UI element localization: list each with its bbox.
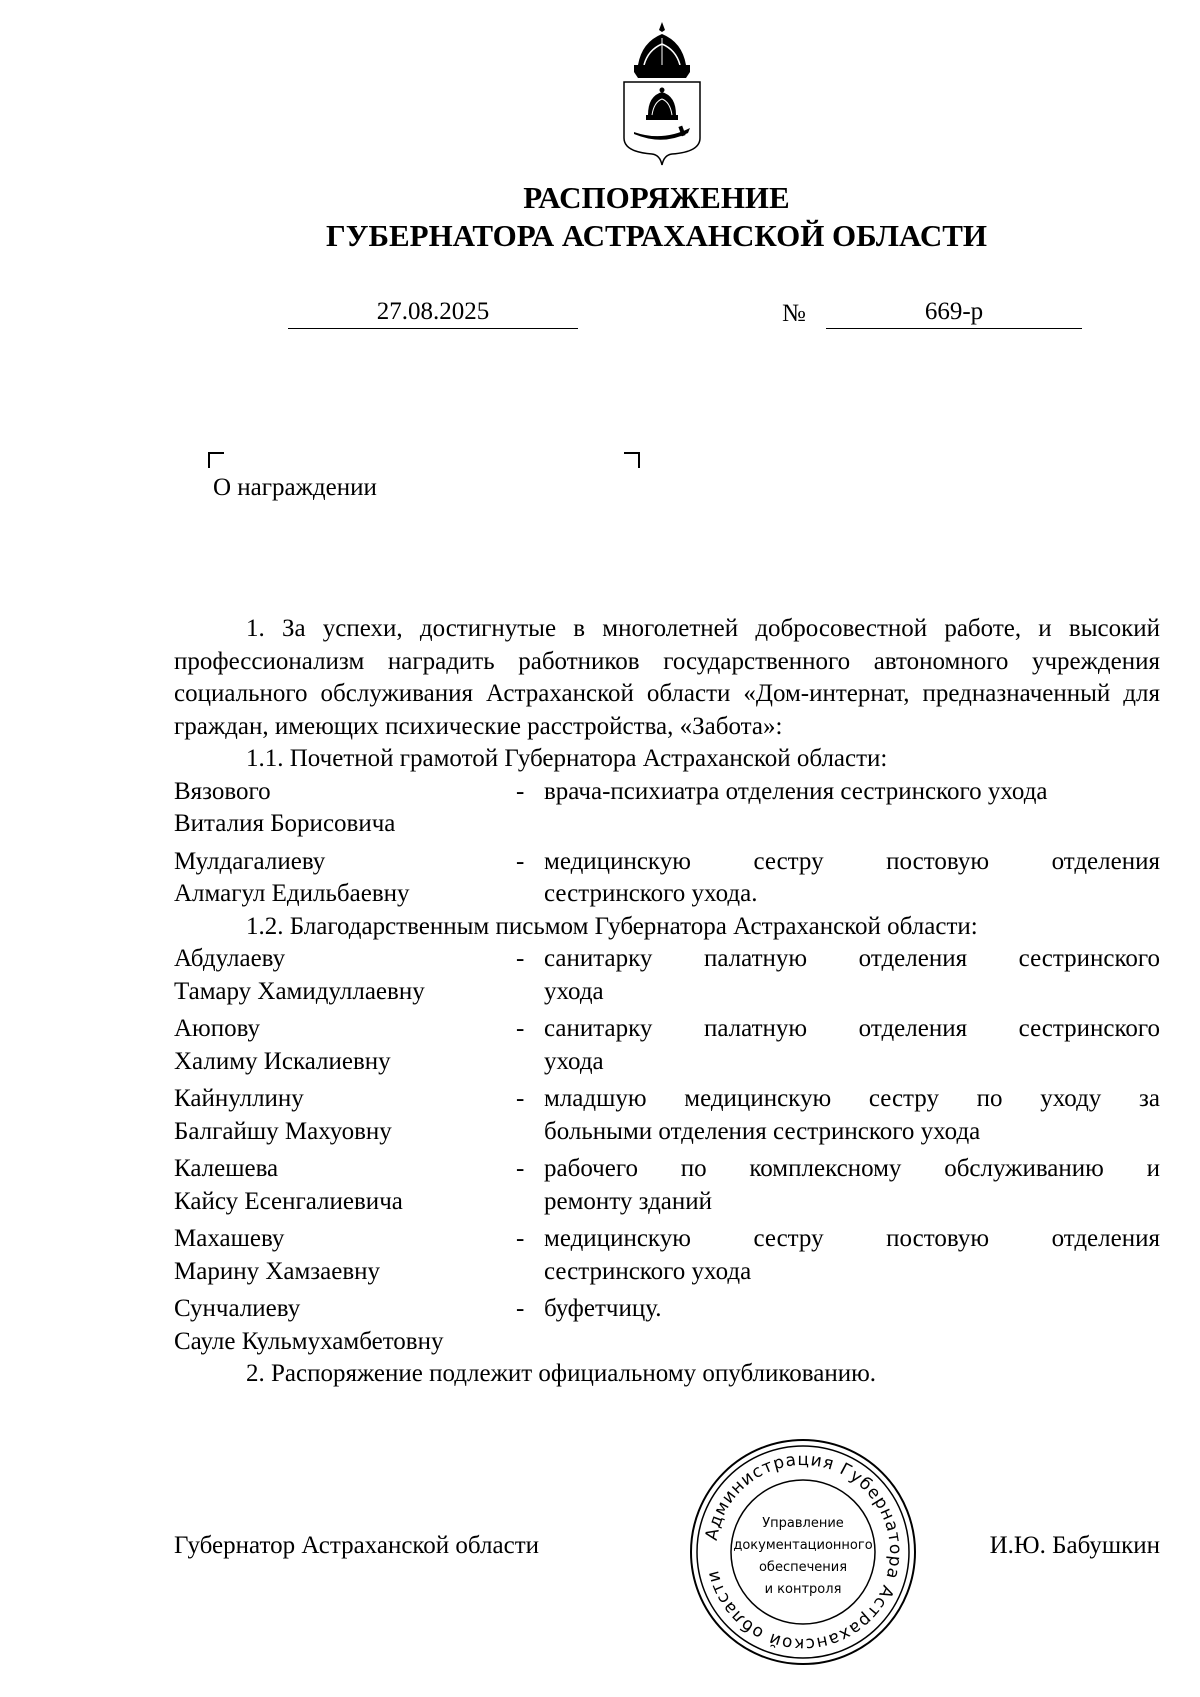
document-number: 669-р (826, 298, 1082, 329)
entry-given-names: Балгайшу Махуовну (174, 1117, 392, 1145)
document-subject: О награждении (213, 474, 377, 501)
section-1-2-heading: 1.2. Благодарственным письмом Губернатора Астраханской области: (246, 912, 978, 940)
entry-dash: - (516, 1295, 525, 1322)
entry-position-cont: ухода (544, 977, 604, 1005)
official-seal (688, 1437, 918, 1667)
document-issuer: ГУБЕРНАТОРА АСТРАХАНСКОЙ ОБЛАСТИ (325, 218, 988, 253)
entry-surname: Аюпову (174, 1015, 261, 1042)
document-body (174, 613, 1160, 1391)
entry-position-cont: ремонту зданий (544, 1187, 713, 1215)
section-1-1-heading: 1.1. Почетной грамотой Губернатора Астраханской области: (246, 745, 888, 772)
entry-surname: Мулдагалиеву (174, 847, 326, 875)
entry-position: рабочего по комплексному обслуживанию и (544, 1155, 1160, 1182)
seal-line-3: обеспечения (758, 1560, 848, 1575)
entry-position: санитарку палатную отделения сестринского (544, 945, 1160, 972)
signatory-position: Губернатор Астраханской области (174, 1532, 540, 1559)
seal-line-4: и контроля (764, 1582, 842, 1597)
entry-given-names: Сауле Кульмухамбетовну (174, 1327, 444, 1355)
entry-given-names: Марину Хамзаевну (174, 1257, 381, 1285)
seal-line-1: Управление (762, 1516, 844, 1531)
entry-given-names: Кайсу Есенгалиевича (174, 1187, 403, 1215)
entry-dash: - (516, 945, 525, 972)
award-entry (174, 1013, 1160, 1078)
number-sign: № (782, 300, 806, 327)
award-entry (174, 943, 1160, 1008)
entry-dash: - (516, 1015, 525, 1042)
entry-position: санитарку палатную отделения сестринского (544, 1015, 1160, 1042)
award-entry (174, 776, 1160, 841)
document-title: РАСПОРЯЖЕНИЕ (523, 180, 790, 215)
paragraph-2: 2. Распоряжение подлежит официальному опубликованию. (246, 1360, 877, 1387)
entry-position: младшую медицинскую сестру по уходу за (544, 1085, 1160, 1112)
entry-surname: Абдулаеву (174, 945, 286, 972)
entry-given-names: Халиму Искалиевну (174, 1047, 391, 1075)
entry-position: медицинскую сестру постовую отделения (544, 847, 1160, 875)
entry-dash: - (516, 847, 525, 875)
entry-given-names: Алмагул Едильбаевну (174, 880, 410, 907)
entry-position-cont: ухода (544, 1047, 604, 1075)
entry-position-cont: больными отделения сестринского ухода (544, 1117, 981, 1145)
entry-position-cont: сестринского ухода (544, 1257, 752, 1285)
entry-surname: Кайнуллину (174, 1085, 304, 1112)
entry-position: врача-психиатра отделения сестринского ухода (544, 777, 1048, 805)
coat-of-arms-emblem (618, 20, 706, 170)
signatory-name: И.Ю. Бабушкин (989, 1532, 1160, 1559)
paragraph-1: 1. За успехи, достигнутые в многолетней добросовестной работе, и высокий профессионализм наградить работников государственного автономного учреждения социального обслуживания Астраханской области «Дом-интернат, предназначенный для граждан, имеющих психические расстройства, «Забота»: (174, 615, 1160, 740)
award-entry (174, 1293, 1160, 1358)
entry-dash: - (516, 1225, 525, 1252)
award-entry (174, 1223, 1160, 1288)
entry-surname: Сунчалиеву (174, 1295, 301, 1322)
entry-dash: - (516, 777, 525, 805)
subject-bracket-left (208, 452, 224, 468)
entry-surname: Вязового (174, 777, 271, 805)
entry-position: буфетчицу. (544, 1295, 662, 1322)
document-date: 27.08.2025 (288, 298, 578, 329)
entry-dash: - (516, 1085, 525, 1112)
entry-given-names: Виталия Борисовича (174, 810, 396, 837)
award-entry (174, 1083, 1160, 1148)
entry-surname: Калешева (174, 1155, 279, 1182)
entry-given-names: Тамару Хамидуллаевну (174, 977, 425, 1005)
award-entry (174, 1153, 1160, 1218)
subject-bracket-right (624, 452, 640, 468)
seal-line-2: документационного (733, 1538, 873, 1553)
entry-surname: Махашеву (174, 1225, 285, 1252)
award-entry (174, 846, 1160, 911)
entry-position: медицинскую сестру постовую отделения (544, 1225, 1160, 1252)
entry-dash: - (516, 1155, 525, 1182)
entry-position-cont: сестринского ухода. (544, 880, 758, 907)
seal-ring-text: Администрация Губернатора Астраханской области (701, 1449, 906, 1655)
